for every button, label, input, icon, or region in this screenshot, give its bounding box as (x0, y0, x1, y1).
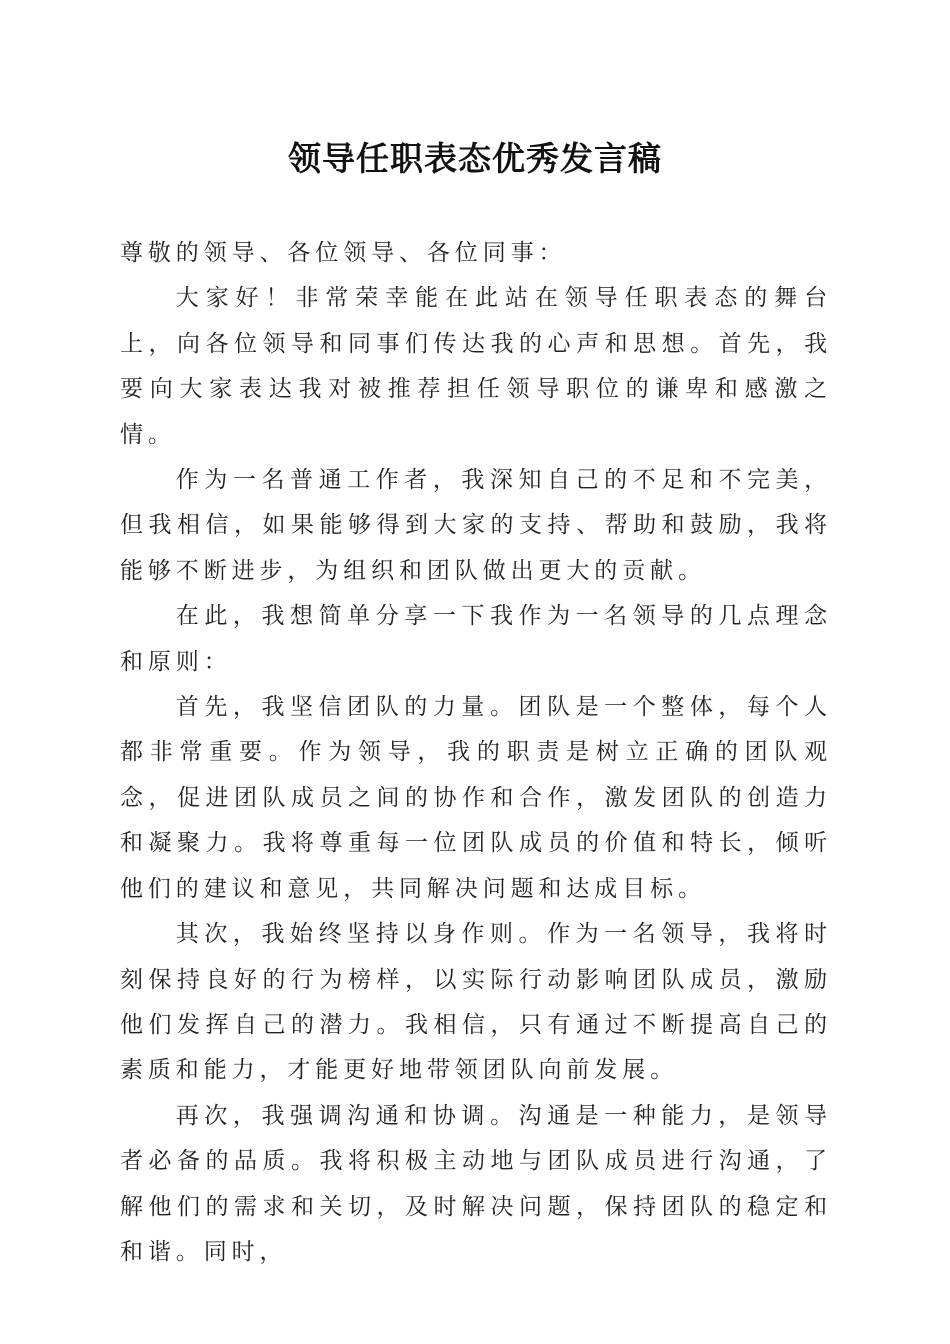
paragraph: 首先，我坚信团队的力量。团队是一个整体，每个人都非常重要。作为领导，我的职责是树立正确的团队观念，促进团队成员之间的协作和合作，激发团队的创造力和凝聚力。我将尊重每一位团队成员的价值和特长，倾听他们的建议和意见，共同解决问题和达成目标。 (120, 694, 832, 902)
page-title: 领导任职表态优秀发言稿 (288, 139, 662, 178)
paragraph: 再次，我强调沟通和协调。沟通是一种能力，是领导者必备的品质。我将积极主动地与团队成员进行沟通，了解他们的需求和关切，及时解决问题，保持团队的稳定和和谐。同时， (120, 1102, 832, 1265)
salutation: 尊敬的领导、各位领导、各位同事： (120, 240, 567, 266)
paragraph: 作为一名普通工作者，我深知自己的不足和不完美，但我相信，如果能够得到大家的支持、帮助和鼓励，我将能够不断进步，为组织和团队做出更大的贡献。 (120, 467, 832, 584)
paragraph: 在此，我想简单分享一下我作为一名领导的几点理念和原则： (120, 603, 832, 675)
paragraph: 其次，我始终坚持以身作则。作为一名领导，我将时刻保持良好的行为榜样，以实际行动影响团队成员，激励他们发挥自己的潜力。我相信，只有通过不断提高自己的素质和能力，才能更好地带领团队向前发展。 (120, 921, 832, 1084)
paragraph: 大家好！非常荣幸能在此站在领导任职表态的舞台上，向各位领导和同事们传达我的心声和思想。首先，我要向大家表达我对被推荐担任领导职位的谦卑和感激之情。 (120, 285, 832, 448)
document-body (120, 231, 832, 1275)
